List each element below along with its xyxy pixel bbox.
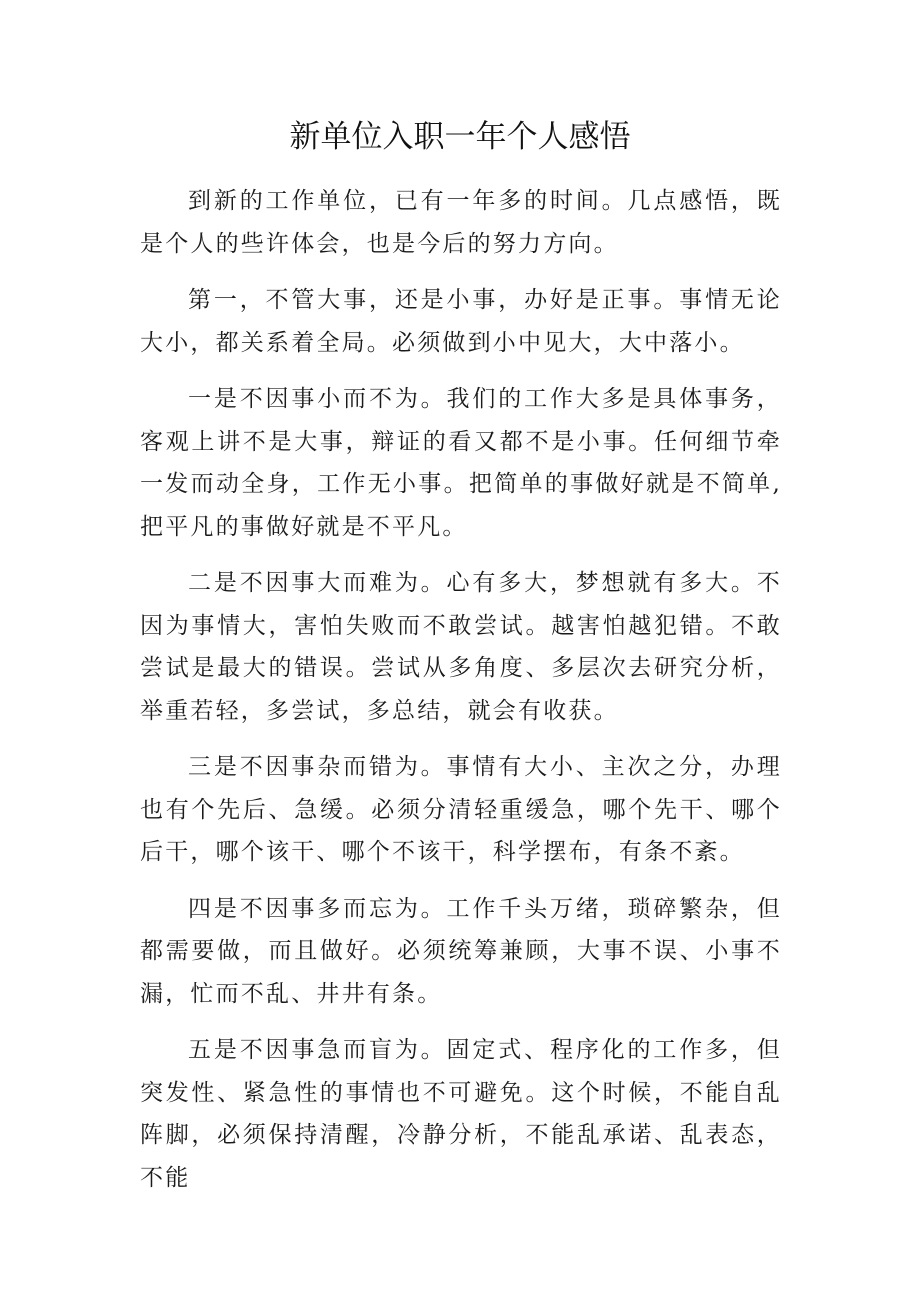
paragraph-point-one: 一是不因事小而不为。我们的工作大多是具体事务，客观上讲不是大事，辩证的看又都不是小事。任何细节牵一发而动全身，工作无小事。把简单的事做好就是不简单,把平凡的事做好就是不平凡。	[140, 386, 782, 540]
paragraph-point-five: 五是不因事急而盲为。固定式、程序化的工作多，但突发性、紧急性的事情也不可避免。这个时候，不能自乱阵脚，必须保持清醒，冷静分析，不能乱承诺、乱表态，不能	[140, 1037, 782, 1191]
document-body	[140, 180, 782, 1213]
paragraph-point-four: 四是不因事多而忘为。工作千头万绪，琐碎繁杂，但都需要做，而且做好。必须统筹兼顾，大事不误、小事不漏，忙而不乱、井井有条。	[140, 895, 782, 1007]
paragraph-first-point: 第一，不管大事，还是小事，办好是正事。事情无论大小，都关系着全局。必须做到小中见大，大中落小。	[140, 287, 782, 356]
paragraph-intro: 到新的工作单位，已有一年多的时间。几点感悟，既是个人的些许体会，也是今后的努力方向。	[140, 188, 782, 257]
document-title: 新单位入职一年个人感悟	[289, 119, 631, 155]
paragraph-point-two: 二是不因事大而难为。心有多大，梦想就有多大。不因为事情大，害怕失败而不敢尝试。越害怕越犯错。不敢尝试是最大的错误。尝试从多角度、多层次去研究分析，举重若轻，多尝试，多总结，就会有收获。	[140, 570, 782, 724]
paragraph-point-three: 三是不因事杂而错为。事情有大小、主次之分，办理也有个先后、急缓。必须分清轻重缓急，哪个先干、哪个后干，哪个该干、哪个不该干，科学摆布，有条不紊。	[140, 754, 782, 865]
